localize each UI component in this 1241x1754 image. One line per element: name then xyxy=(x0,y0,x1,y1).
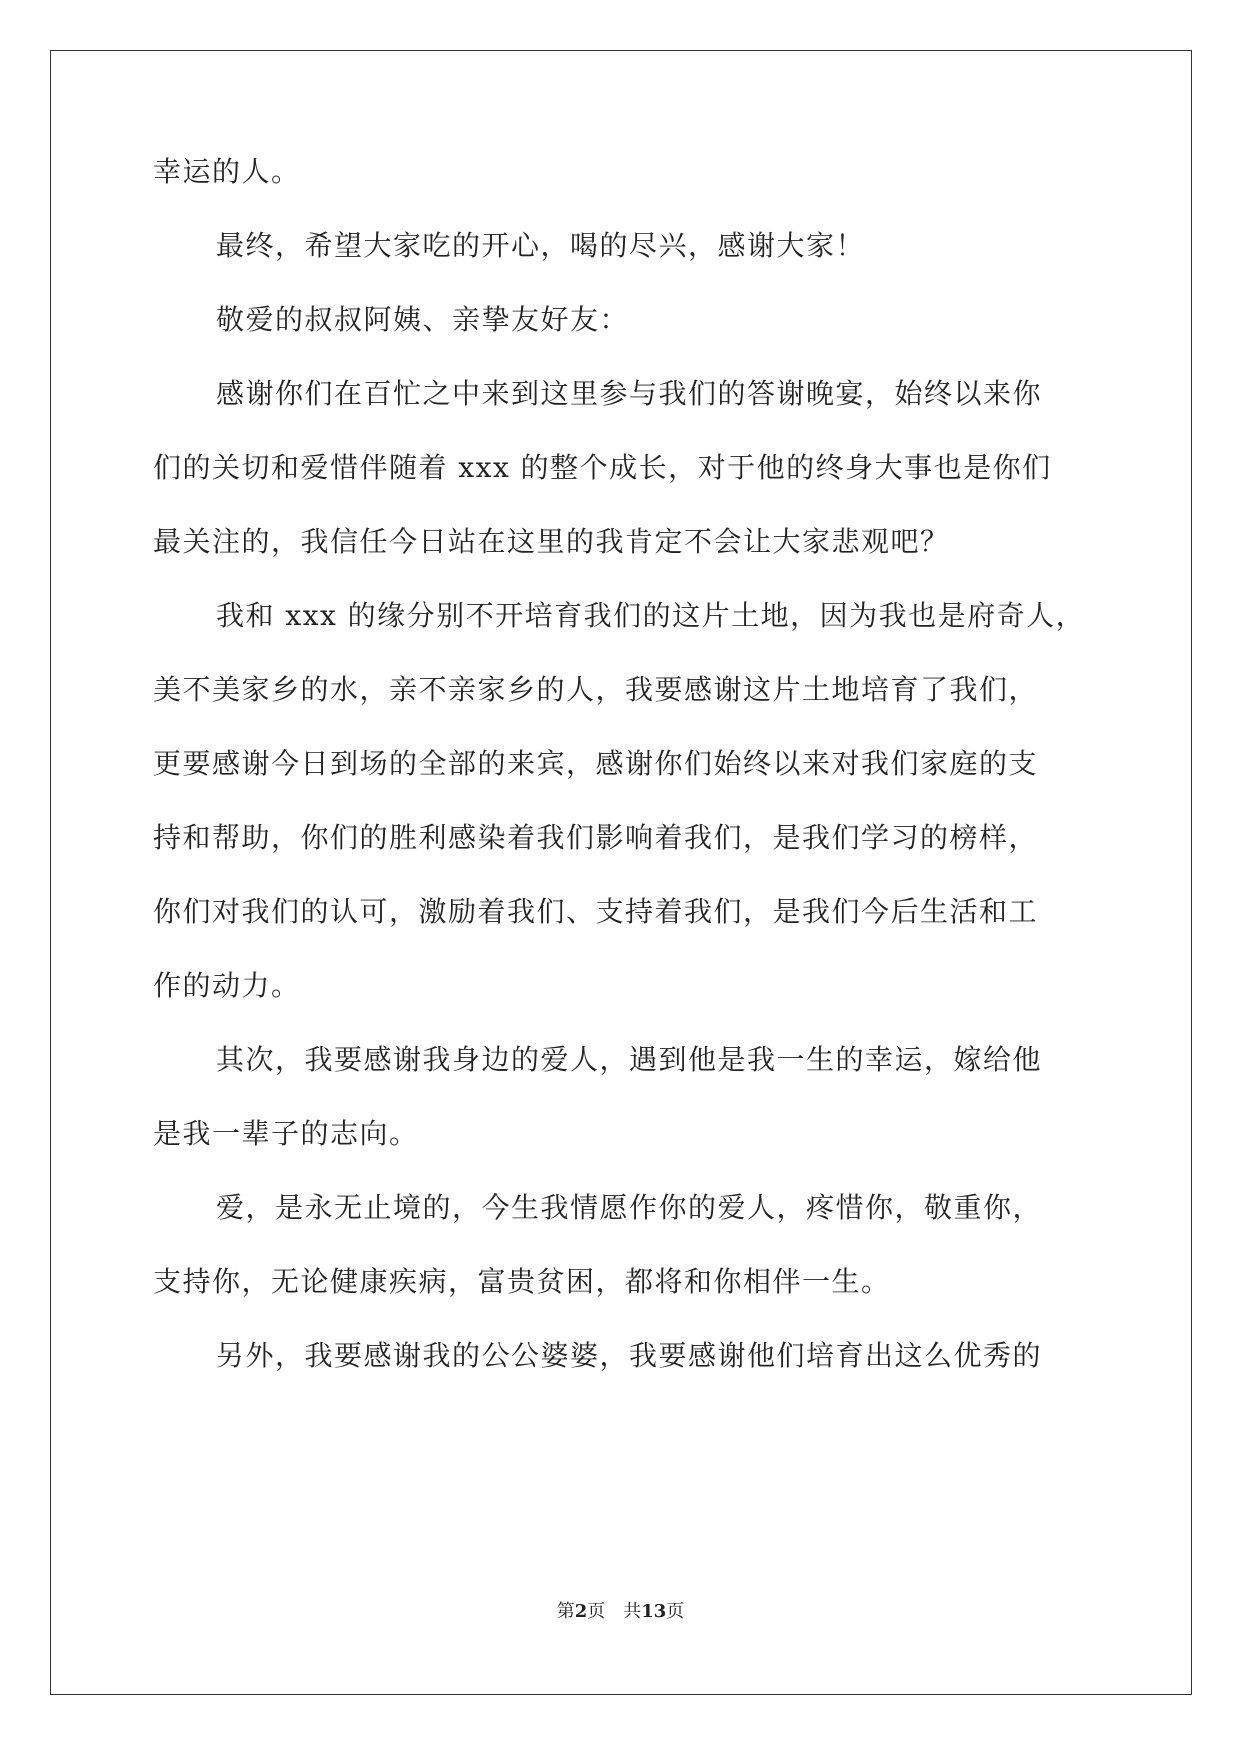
page-number: 2 xyxy=(574,1601,588,1622)
text-line: 其次，我要感谢我身边的爱人，遇到他是我一生的幸运，嫁给他 xyxy=(216,1043,1043,1076)
text-line: 最终，希望大家吃的开心，喝的尽兴，感谢大家！ xyxy=(216,229,866,262)
text-line: 作的动力。 xyxy=(153,969,301,1002)
total-prefix: 共 xyxy=(623,1601,642,1622)
text-line: 爱，是永无止境的，今生我情愿作你的爱人，疼惜你，敬重你， xyxy=(216,1191,1043,1224)
text-line: 们的关切和爱惜伴随着 xxx 的整个成长，对于他的终身大事也是你们 xyxy=(153,451,1052,484)
text-line: 美不美家乡的水，亲不亲家乡的人，我要感谢这片土地培育了我们， xyxy=(153,673,1039,706)
text-line: 支持你，无论健康疾病，富贵贫困，都将和你相伴一生。 xyxy=(153,1265,891,1298)
text-line: 敬爱的叔叔阿姨、亲挚友好友： xyxy=(216,303,630,336)
text-line: 最关注的，我信任今日站在这里的我肯定不会让大家悲观吧？ xyxy=(153,525,950,558)
text-line: 你们对我们的认可，激励着我们、支持着我们，是我们今后生活和工 xyxy=(153,895,1039,928)
page-suffix: 页 xyxy=(587,1601,606,1622)
text-line: 更要感谢今日到场的全部的来宾，感谢你们始终以来对我们家庭的支 xyxy=(153,747,1039,780)
text-line: 感谢你们在百忙之中来到这里参与我们的答谢晚宴，始终以来你 xyxy=(216,377,1043,410)
text-line: 另外，我要感谢我的公公婆婆，我要感谢他们培育出这么优秀的 xyxy=(216,1339,1043,1372)
total-suffix: 页 xyxy=(666,1601,685,1622)
text-line: 是我一辈子的志向。 xyxy=(153,1117,419,1150)
text-line: 我和 xxx 的缘分别不开培育我们的这片土地，因为我也是府奇人， xyxy=(216,599,1086,632)
page-border xyxy=(50,50,1192,1695)
text-line: 持和帮助，你们的胜利感染着我们影响着我们，是我们学习的榜样， xyxy=(153,821,1039,854)
total-pages: 13 xyxy=(641,1601,667,1622)
page-prefix: 第 xyxy=(556,1601,575,1622)
page-footer xyxy=(0,1600,1241,1624)
text-line: 幸运的人。 xyxy=(153,155,301,188)
